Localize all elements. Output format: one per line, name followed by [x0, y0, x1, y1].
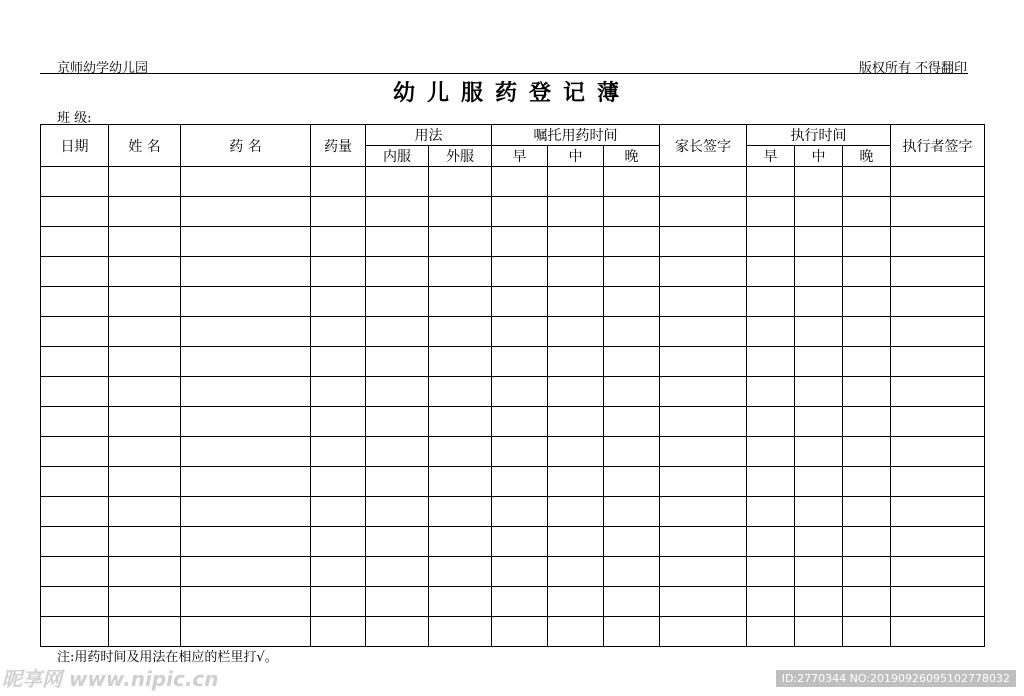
header-rule	[40, 73, 968, 74]
table-cell[interactable]	[891, 437, 985, 467]
table-cell[interactable]	[429, 377, 492, 407]
table-cell[interactable]	[109, 407, 181, 437]
table-cell[interactable]	[548, 347, 604, 377]
table-cell[interactable]	[747, 377, 795, 407]
table-cell[interactable]	[41, 167, 109, 197]
table-cell[interactable]	[795, 437, 843, 467]
table-cell[interactable]	[311, 347, 366, 377]
header-usage-group: 用法	[366, 125, 492, 146]
table-cell[interactable]	[548, 287, 604, 317]
table-cell[interactable]	[747, 257, 795, 287]
table-cell[interactable]	[41, 347, 109, 377]
table-cell[interactable]	[660, 197, 747, 227]
watermark-logo: 昵享网 www.nipic.cn	[2, 667, 219, 691]
table-cell[interactable]	[181, 317, 311, 347]
table-body	[41, 167, 985, 647]
table-cell[interactable]	[660, 317, 747, 347]
table-cell[interactable]	[366, 197, 429, 227]
table-cell[interactable]	[548, 437, 604, 467]
table-cell[interactable]	[429, 587, 492, 617]
table-row	[41, 287, 985, 317]
table-cell[interactable]	[429, 437, 492, 467]
table-cell[interactable]	[311, 317, 366, 347]
table-cell[interactable]	[492, 557, 548, 587]
table-cell[interactable]	[109, 167, 181, 197]
table-cell[interactable]	[795, 347, 843, 377]
table-cell[interactable]	[604, 497, 660, 527]
table-cell[interactable]	[843, 317, 891, 347]
table-cell[interactable]	[41, 527, 109, 557]
table-cell[interactable]	[492, 167, 548, 197]
table-cell[interactable]	[548, 467, 604, 497]
table-cell[interactable]	[311, 197, 366, 227]
table-cell[interactable]	[604, 407, 660, 437]
header-date: 日期	[41, 125, 109, 167]
header-name: 姓 名	[109, 125, 181, 167]
footnote: 注:用药时间及用法在相应的栏里打√。	[57, 650, 278, 665]
table-row	[41, 587, 985, 617]
table-cell[interactable]	[660, 377, 747, 407]
table-cell[interactable]	[604, 317, 660, 347]
table-cell[interactable]	[843, 467, 891, 497]
header-parent-sign: 家长签字	[660, 125, 747, 167]
table-cell[interactable]	[891, 287, 985, 317]
table-cell[interactable]	[747, 347, 795, 377]
table-cell[interactable]	[891, 527, 985, 557]
table-cell[interactable]	[181, 527, 311, 557]
table-cell[interactable]	[366, 437, 429, 467]
table-cell[interactable]	[548, 407, 604, 437]
table-cell[interactable]	[109, 467, 181, 497]
header-exec-evening: 晚	[843, 146, 891, 167]
table-cell[interactable]	[747, 227, 795, 257]
table-cell[interactable]	[109, 287, 181, 317]
table-cell[interactable]	[429, 287, 492, 317]
table-cell[interactable]	[41, 317, 109, 347]
table-cell[interactable]	[843, 347, 891, 377]
table-cell[interactable]	[747, 527, 795, 557]
table-cell[interactable]	[604, 467, 660, 497]
table-cell[interactable]	[366, 497, 429, 527]
table-row	[41, 377, 985, 407]
table-cell[interactable]	[548, 527, 604, 557]
table-cell[interactable]	[604, 197, 660, 227]
table-cell[interactable]	[795, 377, 843, 407]
table-cell[interactable]	[660, 467, 747, 497]
table-cell[interactable]	[795, 317, 843, 347]
table-cell[interactable]	[795, 617, 843, 647]
table-cell[interactable]	[604, 377, 660, 407]
table-cell[interactable]	[548, 377, 604, 407]
table-cell[interactable]	[891, 587, 985, 617]
table-cell[interactable]	[492, 197, 548, 227]
table-row	[41, 527, 985, 557]
table-cell[interactable]	[891, 377, 985, 407]
table-cell[interactable]	[109, 257, 181, 287]
table-cell[interactable]	[660, 347, 747, 377]
table-cell[interactable]	[41, 497, 109, 527]
table-row	[41, 347, 985, 377]
table-cell[interactable]	[41, 557, 109, 587]
table-cell[interactable]	[843, 257, 891, 287]
table-cell[interactable]	[492, 437, 548, 467]
table-cell[interactable]	[181, 407, 311, 437]
table-cell[interactable]	[109, 497, 181, 527]
table-cell[interactable]	[548, 257, 604, 287]
table-cell[interactable]	[311, 167, 366, 197]
school-name: 京师幼学幼儿园	[57, 61, 149, 76]
table-cell[interactable]	[181, 467, 311, 497]
table-cell[interactable]	[604, 227, 660, 257]
table-cell[interactable]	[492, 617, 548, 647]
table-cell[interactable]	[795, 467, 843, 497]
table-cell[interactable]	[311, 287, 366, 317]
class-label: 班 级:	[57, 111, 92, 126]
table-cell[interactable]	[366, 347, 429, 377]
table-cell[interactable]	[492, 287, 548, 317]
table-cell[interactable]	[181, 437, 311, 467]
table-cell[interactable]	[795, 227, 843, 257]
copyright-notice: 版权所有 不得翻印	[858, 61, 967, 76]
table-cell[interactable]	[891, 407, 985, 437]
header-entrust-morning: 早	[492, 146, 548, 167]
table-cell[interactable]	[747, 407, 795, 437]
table-cell[interactable]	[604, 347, 660, 377]
table-cell[interactable]	[891, 227, 985, 257]
table-cell[interactable]	[181, 257, 311, 287]
table-cell[interactable]	[891, 347, 985, 377]
table-cell[interactable]	[109, 437, 181, 467]
table-cell[interactable]	[366, 467, 429, 497]
table-cell[interactable]	[604, 587, 660, 617]
table-cell[interactable]	[843, 587, 891, 617]
table-cell[interactable]	[747, 467, 795, 497]
table-cell[interactable]	[604, 287, 660, 317]
table-cell[interactable]	[604, 527, 660, 557]
table-cell[interactable]	[429, 257, 492, 287]
table-cell[interactable]	[843, 527, 891, 557]
header-usage-internal: 内服	[366, 146, 429, 167]
table-cell[interactable]	[429, 347, 492, 377]
table-cell[interactable]	[891, 497, 985, 527]
table-cell[interactable]	[109, 617, 181, 647]
table-cell[interactable]	[109, 587, 181, 617]
table-cell[interactable]	[311, 257, 366, 287]
table-cell[interactable]	[660, 227, 747, 257]
table-cell[interactable]	[181, 557, 311, 587]
table-cell[interactable]	[747, 437, 795, 467]
table-cell[interactable]	[891, 557, 985, 587]
header-entrust-noon: 中	[548, 146, 604, 167]
table-cell[interactable]	[660, 167, 747, 197]
table-row	[41, 497, 985, 527]
table-cell[interactable]	[41, 407, 109, 437]
table-cell[interactable]	[41, 587, 109, 617]
table-cell[interactable]	[747, 497, 795, 527]
table-cell[interactable]	[181, 347, 311, 377]
table-cell[interactable]	[429, 497, 492, 527]
table-cell[interactable]	[795, 257, 843, 287]
page-title: 幼儿服药登记薄	[392, 81, 631, 106]
table-cell[interactable]	[843, 197, 891, 227]
table-cell[interactable]	[181, 287, 311, 317]
table-cell[interactable]	[109, 197, 181, 227]
table-cell[interactable]	[660, 527, 747, 557]
table-cell[interactable]	[429, 227, 492, 257]
table-cell[interactable]	[181, 497, 311, 527]
table-cell[interactable]	[492, 377, 548, 407]
table-cell[interactable]	[366, 407, 429, 437]
table-cell[interactable]	[429, 317, 492, 347]
table-cell[interactable]	[41, 227, 109, 257]
table-cell[interactable]	[548, 227, 604, 257]
table-cell[interactable]	[795, 287, 843, 317]
table-cell[interactable]	[891, 197, 985, 227]
table-cell[interactable]	[548, 197, 604, 227]
header-usage-external: 外服	[429, 146, 492, 167]
header-dose: 药量	[311, 125, 366, 167]
table-cell[interactable]	[843, 557, 891, 587]
table-cell[interactable]	[429, 527, 492, 557]
table-cell[interactable]	[795, 557, 843, 587]
table-cell[interactable]	[747, 317, 795, 347]
table-cell[interactable]	[181, 227, 311, 257]
header-entrust-time-group: 嘱托用药时间	[492, 125, 660, 146]
table-cell[interactable]	[492, 467, 548, 497]
table-cell[interactable]	[41, 467, 109, 497]
table-cell[interactable]	[747, 587, 795, 617]
table-cell[interactable]	[429, 407, 492, 437]
table-cell[interactable]	[548, 587, 604, 617]
table-cell[interactable]	[660, 617, 747, 647]
table-cell[interactable]	[660, 587, 747, 617]
header-medicine: 药 名	[181, 125, 311, 167]
table-cell[interactable]	[891, 617, 985, 647]
watermark-id: ID:2770344 NO:20190926095102778032	[776, 670, 1016, 687]
table-cell[interactable]	[548, 167, 604, 197]
table-cell[interactable]	[604, 557, 660, 587]
table-row	[41, 227, 985, 257]
table-cell[interactable]	[604, 257, 660, 287]
table-cell[interactable]	[109, 227, 181, 257]
table-cell[interactable]	[366, 167, 429, 197]
table-cell[interactable]	[311, 617, 366, 647]
table-cell[interactable]	[747, 197, 795, 227]
table-cell[interactable]	[492, 257, 548, 287]
table-cell[interactable]	[41, 377, 109, 407]
table-cell[interactable]	[311, 587, 366, 617]
table-cell[interactable]	[41, 617, 109, 647]
table-cell[interactable]	[366, 617, 429, 647]
table-row	[41, 257, 985, 287]
table-cell[interactable]	[311, 227, 366, 257]
table-cell[interactable]	[843, 227, 891, 257]
table-cell[interactable]	[366, 227, 429, 257]
table-cell[interactable]	[429, 197, 492, 227]
table-cell[interactable]	[548, 497, 604, 527]
table-cell[interactable]	[109, 557, 181, 587]
table-row	[41, 467, 985, 497]
header-exec-morning: 早	[747, 146, 795, 167]
table-cell[interactable]	[41, 287, 109, 317]
medication-register-table	[40, 124, 985, 647]
table-cell[interactable]	[429, 617, 492, 647]
table-cell[interactable]	[109, 527, 181, 557]
table-cell[interactable]	[41, 257, 109, 287]
table-cell[interactable]	[366, 257, 429, 287]
table-cell[interactable]	[795, 587, 843, 617]
table-cell[interactable]	[843, 497, 891, 527]
table-row	[41, 557, 985, 587]
table-cell[interactable]	[109, 317, 181, 347]
table-cell[interactable]	[181, 377, 311, 407]
table-cell[interactable]	[891, 167, 985, 197]
table-cell[interactable]	[795, 197, 843, 227]
table-cell[interactable]	[747, 287, 795, 317]
table-cell[interactable]	[366, 377, 429, 407]
table-cell[interactable]	[492, 407, 548, 437]
table-cell[interactable]	[311, 527, 366, 557]
table-cell[interactable]	[492, 227, 548, 257]
table-cell[interactable]	[548, 557, 604, 587]
table-cell[interactable]	[843, 617, 891, 647]
table-cell[interactable]	[843, 437, 891, 467]
table-cell[interactable]	[747, 617, 795, 647]
table-cell[interactable]	[366, 587, 429, 617]
table-row	[41, 167, 985, 197]
table-cell[interactable]	[891, 467, 985, 497]
table-cell[interactable]	[548, 317, 604, 347]
table-cell[interactable]	[795, 167, 843, 197]
table-cell[interactable]	[41, 437, 109, 467]
table-cell[interactable]	[604, 617, 660, 647]
table-cell[interactable]	[843, 377, 891, 407]
table-cell[interactable]	[795, 407, 843, 437]
table-cell[interactable]	[492, 497, 548, 527]
table-cell[interactable]	[109, 377, 181, 407]
table-cell[interactable]	[843, 167, 891, 197]
table-cell[interactable]	[843, 287, 891, 317]
table-cell[interactable]	[795, 497, 843, 527]
table-cell[interactable]	[492, 527, 548, 557]
table-row	[41, 317, 985, 347]
table-cell[interactable]	[181, 197, 311, 227]
header-entrust-evening: 晚	[604, 146, 660, 167]
table-cell[interactable]	[181, 617, 311, 647]
table-cell[interactable]	[429, 467, 492, 497]
table-cell[interactable]	[843, 407, 891, 437]
table-cell[interactable]	[311, 497, 366, 527]
table-cell[interactable]	[747, 557, 795, 587]
table-cell[interactable]	[311, 467, 366, 497]
table-cell[interactable]	[795, 527, 843, 557]
table-cell[interactable]	[41, 197, 109, 227]
header-exec-noon: 中	[795, 146, 843, 167]
table-cell[interactable]	[181, 167, 311, 197]
table-cell[interactable]	[492, 587, 548, 617]
table-cell[interactable]	[366, 527, 429, 557]
table-cell[interactable]	[429, 167, 492, 197]
table-row	[41, 617, 985, 647]
table-cell[interactable]	[660, 287, 747, 317]
table-cell[interactable]	[366, 317, 429, 347]
table-cell[interactable]	[366, 557, 429, 587]
table-cell[interactable]	[548, 617, 604, 647]
table-cell[interactable]	[181, 587, 311, 617]
table-cell[interactable]	[311, 377, 366, 407]
table-cell[interactable]	[660, 257, 747, 287]
table-cell[interactable]	[891, 317, 985, 347]
table-cell[interactable]	[660, 437, 747, 467]
table-cell[interactable]	[660, 497, 747, 527]
table-cell[interactable]	[311, 557, 366, 587]
header-exec-time-group: 执行时间	[747, 125, 891, 146]
table-cell[interactable]	[604, 437, 660, 467]
table-row	[41, 437, 985, 467]
table-cell[interactable]	[109, 347, 181, 377]
header-executor-sign: 执行者签字	[891, 125, 985, 167]
table-cell[interactable]	[660, 407, 747, 437]
table-cell[interactable]	[492, 347, 548, 377]
table-cell[interactable]	[604, 167, 660, 197]
table-cell[interactable]	[891, 257, 985, 287]
table-row	[41, 197, 985, 227]
table-row	[41, 407, 985, 437]
table-cell[interactable]	[492, 317, 548, 347]
table-cell[interactable]	[660, 557, 747, 587]
table-cell[interactable]	[311, 407, 366, 437]
table-cell[interactable]	[747, 167, 795, 197]
table-cell[interactable]	[429, 557, 492, 587]
table-cell[interactable]	[311, 437, 366, 467]
table-cell[interactable]	[366, 287, 429, 317]
